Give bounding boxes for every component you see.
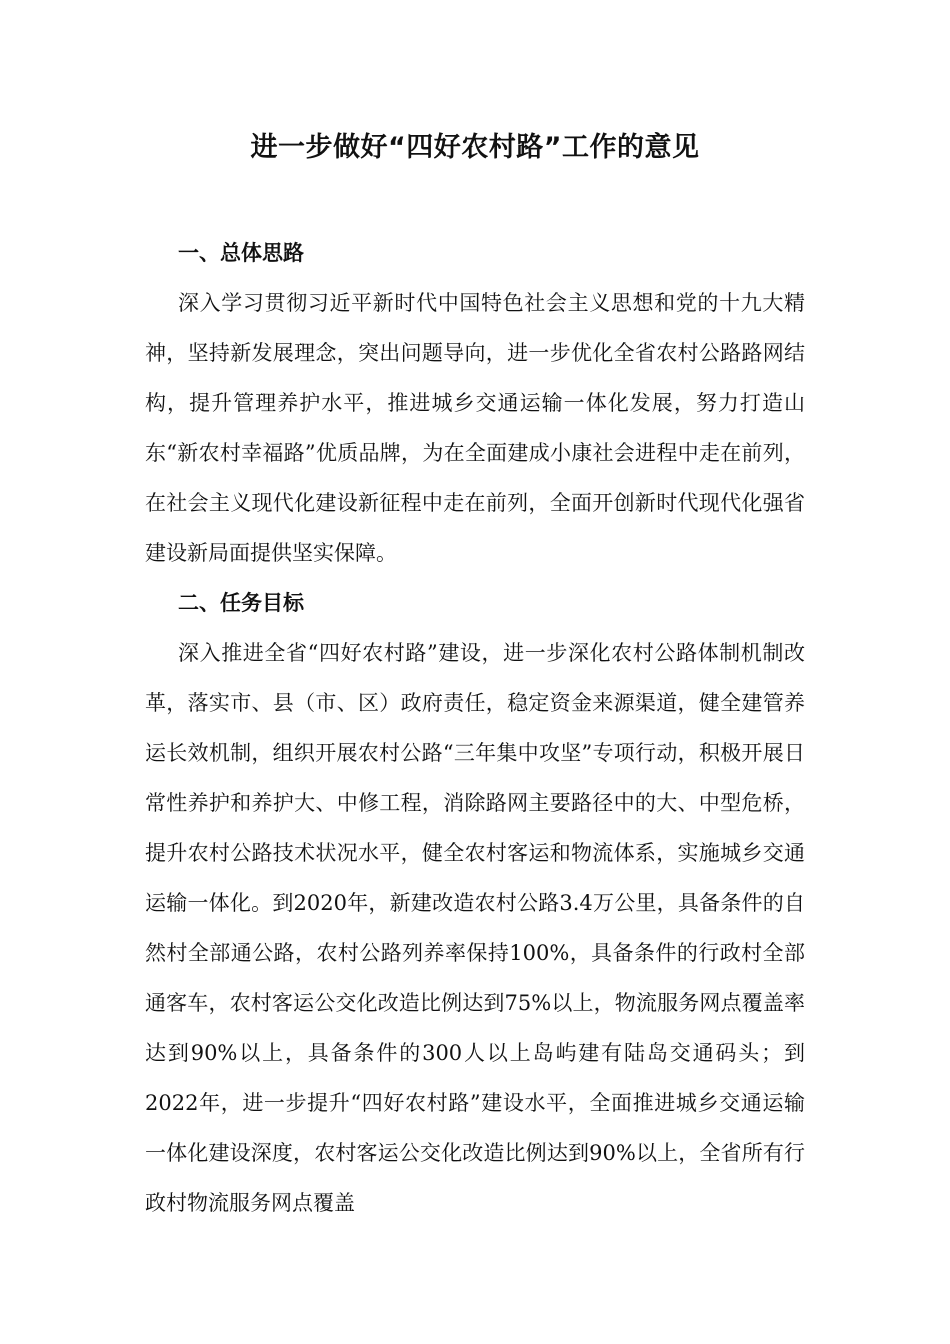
section-overall-approach xyxy=(145,228,805,578)
section-task-goals xyxy=(145,578,805,1228)
section-heading: 二、任务目标 xyxy=(178,591,304,615)
document-title: 进一步做好“四好农村路”工作的意见 xyxy=(250,132,700,163)
section-paragraph: 深入推进全省“四好农村路”建设，进一步深化农村公路体制机制改革，落实市、县（市、区）政府责任，稳定资金来源渠道，健全建管养运长效机制，组织开展农村公路“三年集中攻坚”专项行动，积极开展日常性养护和养护大、中修工程，消除路网主要路径中的大、中型危桥，提升农村公路技术状况水平，健全农村客运和物流体系，实施城乡交通运输一体化。到2020年，新建改造农村公路3.4万公里，具备条件的自然村全部通公路，农村公路列养率保持100%，具备条件的行政村全部通客车，农村客运公交化改造比例达到75%以上，物流服务网点覆盖率达到90%以上，具备条件的300人以上岛屿建有陆岛交通码头；到2022年，进一步提升“四好农村路”建设水平，全面推进城乡交通运输一体化建设深度，农村客运公交化改造比例达到90%以上，全省所有行政村物流服务网点覆盖 xyxy=(145,641,805,1215)
document-body xyxy=(145,228,805,1228)
section-paragraph: 深入学习贯彻习近平新时代中国特色社会主义思想和党的十九大精神，坚持新发展理念，突出问题导向，进一步优化全省农村公路路网结构，提升管理养护水平，推进城乡交通运输一体化发展，努力打造山东“新农村幸福路”优质品牌，为在全面建成小康社会进程中走在前列，在社会主义现代化建设新征程中走在前列，全面开创新时代现代化强省建设新局面提供坚实保障。 xyxy=(145,291,805,565)
section-heading: 一、总体思路 xyxy=(178,241,304,265)
